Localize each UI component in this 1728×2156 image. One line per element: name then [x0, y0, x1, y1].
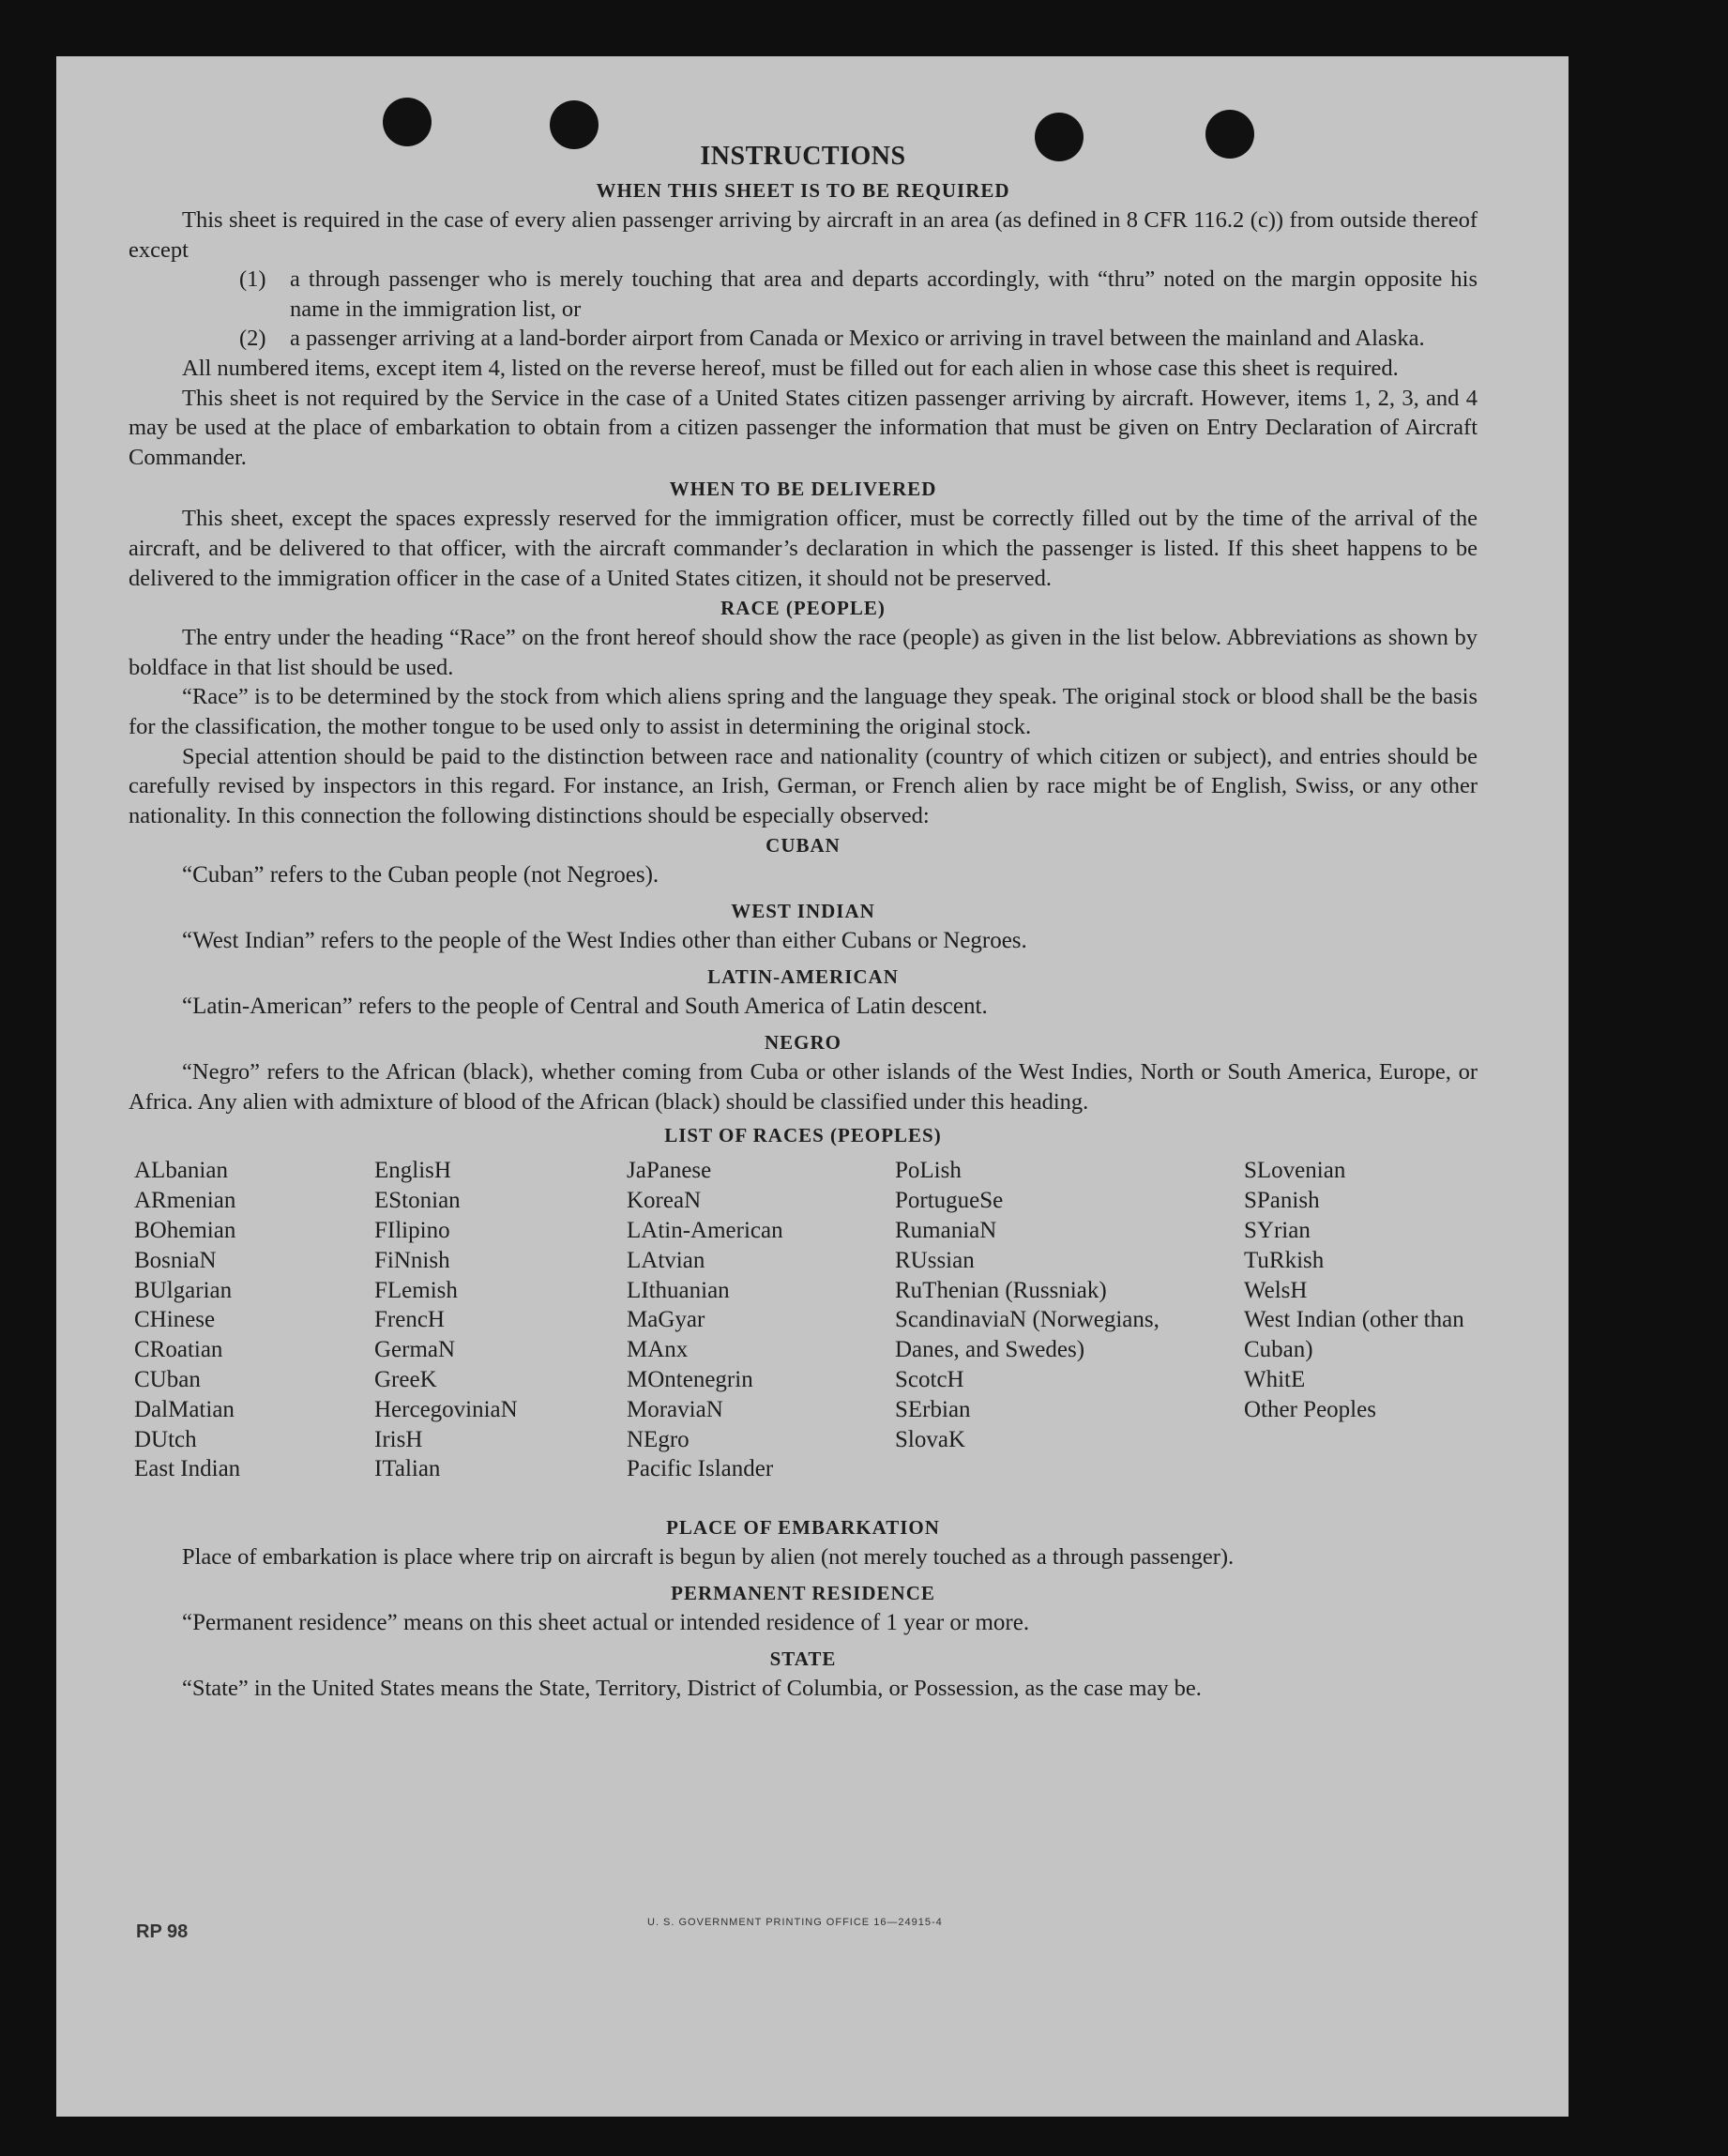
race-item: GreeK	[374, 1367, 437, 1393]
section-heading-embarkation: PLACE OF EMBARKATION	[666, 1516, 940, 1540]
paragraph: This sheet is required in the case of every alien passenger arriving by aircraft in an area (as defined in 8 CFR 116.2 (c)) from outside thereof except	[129, 207, 1478, 263]
section-heading-delivered: WHEN TO BE DELIVERED	[669, 478, 937, 501]
race-item: RumaniaN	[895, 1218, 997, 1244]
race-item: RUssian	[895, 1247, 975, 1273]
race-list	[129, 1156, 1478, 1512]
race-column-5	[1244, 1156, 1478, 1424]
race-item: BosniaN	[134, 1247, 217, 1273]
race-column-1	[134, 1156, 240, 1484]
race-item: JaPanese	[627, 1158, 712, 1184]
paragraph: “State” in the United States means the State, Territory, District of Columbia, or Possession, as the case may be.	[182, 1676, 1202, 1702]
race-item: MAnx	[627, 1337, 689, 1363]
race-item: LAtvian	[627, 1247, 705, 1273]
race-item: BOhemian	[134, 1218, 236, 1244]
paragraph: Special attention should be paid to the distinction between race and nationality (country of which citizen or subject), and entries should be carefully revised by inspectors in this regard. For instance, an Irish, German, or French alien by race might be of English, Swiss, or any other nationality. In this connection the following distinctions should be especially observed:	[129, 743, 1478, 828]
race-item: PortugueSe	[895, 1188, 1004, 1214]
paragraph: Place of embarkation is place where trip on aircraft is begun by alien (not merely touched as a through passenger).	[182, 1544, 1235, 1571]
section-heading-residence: PERMANENT RESIDENCE	[671, 1582, 935, 1605]
section-heading-race: RACE (PEOPLE)	[720, 597, 886, 620]
race-item: DalMatian	[134, 1396, 235, 1422]
race-item: KoreaN	[627, 1188, 702, 1214]
definition-text: “Permanent residence” means on this sheet actual or intended residence of 1 year or more.	[182, 1610, 1030, 1636]
form-number: RP 98	[136, 1921, 189, 1942]
page-title: INSTRUCTIONS	[700, 142, 906, 171]
race-item: ScotcH	[895, 1367, 964, 1393]
race-item: LAtin-American	[627, 1218, 783, 1244]
race-item: DUtch	[134, 1426, 197, 1452]
race-column-2	[374, 1156, 518, 1484]
race-item: CUban	[134, 1367, 201, 1393]
race-column-4	[895, 1156, 1176, 1454]
race-item: SLovenian	[1244, 1158, 1346, 1184]
race-item: EStonian	[374, 1188, 461, 1214]
race-item: West Indian (other than Cuban)	[1244, 1307, 1464, 1363]
race-item: IrisH	[374, 1426, 423, 1452]
race-item: ITalian	[374, 1456, 441, 1482]
section-heading-cuban: CUBAN	[765, 834, 841, 858]
definition-text: “Latin-American” refers to the people of Central and South America of Latin descent.	[182, 994, 988, 1020]
paragraph: The entry under the heading “Race” on the front hereof should show the race (people) as given in the list below. Abbreviations as shown by boldface in that list should be used.	[129, 625, 1478, 680]
race-item: FrencH	[374, 1307, 445, 1333]
paragraph: “Race” is to be determined by the stock from which aliens spring and the language they speak. The original stock or blood shall be the basis for the classification, the mother tongue to be used only to assist in determining the original stock.	[129, 684, 1478, 739]
race-item: MoraviaN	[627, 1396, 723, 1422]
race-item: NEgro	[627, 1426, 690, 1452]
section-heading-west-indian: WEST INDIAN	[731, 900, 875, 923]
race-item: CRoatian	[134, 1337, 223, 1363]
race-item: Other Peoples	[1244, 1396, 1376, 1422]
race-item: ARmenian	[134, 1188, 236, 1214]
section-heading-latin-american: LATIN-AMERICAN	[707, 965, 899, 989]
race-item: MOntenegrin	[627, 1367, 753, 1393]
list-number: (1)	[239, 266, 266, 293]
section-heading-required: WHEN THIS SHEET IS TO BE REQUIRED	[596, 179, 1010, 202]
definition-text: “Cuban” refers to the Cuban people (not Negroes).	[182, 862, 659, 888]
race-item: SPanish	[1244, 1188, 1320, 1214]
race-item: LIthuanian	[627, 1277, 730, 1303]
race-item: SErbian	[895, 1396, 971, 1422]
race-item: RuThenian (Russniak)	[895, 1277, 1107, 1303]
paragraph: All numbered items, except item 4, listed on the reverse hereof, must be filled out for each alien in whose case this sheet is required.	[182, 355, 1399, 381]
list-item-text: a passenger arriving at a land-border airport from Canada or Mexico or arriving in travel between the mainland and Alaska.	[290, 326, 1425, 352]
paragraph: This sheet, except the spaces expressly reserved for the immigration officer, must be correctly filled out by the time of the arrival of the aircraft, and be delivered to that officer, with the aircraft commander’s declaration in which the passenger is listed. If this sheet happens to be delivered to the immigration officer in the case of a United States citizen, it should not be preserved.	[129, 506, 1478, 591]
race-item: MaGyar	[627, 1307, 705, 1333]
race-item: PoLish	[895, 1158, 962, 1184]
list-item-text: a through passenger who is merely touching that area and departs accordingly, with “thru” noted on the margin opposite his name in the immigration list, or	[290, 266, 1478, 322]
race-item: BUlgarian	[134, 1277, 233, 1303]
paragraph: This sheet is not required by the Service in the case of a United States citizen passenger arriving by aircraft. However, items 1, 2, 3, and 4 may be used at the place of embarkation to obtain from a citizen passenger the information that must be given on Entry Declaration of Aircraft Commander.	[129, 385, 1478, 470]
race-item: EnglisH	[374, 1158, 451, 1184]
paragraph: “Negro” refers to the African (black), whether coming from Cuba or other islands of the West Indies, North or South America, Europe, or Africa. Any alien with admixture of blood of the African (black) should be classified under this heading.	[129, 1059, 1478, 1115]
section-heading-state: STATE	[769, 1647, 837, 1671]
section-heading-list: LIST OF RACES (PEOPLES)	[664, 1124, 942, 1147]
list-item	[129, 265, 1478, 324]
race-item: FIlipino	[374, 1218, 450, 1244]
race-item: SYrian	[1244, 1218, 1311, 1244]
race-item: SlovaK	[895, 1426, 965, 1452]
race-item: FiNnish	[374, 1247, 450, 1273]
definition-text: “West Indian” refers to the people of the West Indies other than either Cubans or Negroes.	[182, 928, 1027, 954]
printer-imprint: U. S. GOVERNMENT PRINTING OFFICE 16—24915-4	[647, 1917, 943, 1928]
instructions-body	[129, 138, 1478, 1704]
race-item: Pacific Islander	[627, 1456, 774, 1482]
race-item: East Indian	[134, 1456, 241, 1482]
section-heading-negro: NEGRO	[764, 1031, 841, 1055]
race-item: FLemish	[374, 1277, 458, 1303]
race-item: TuRkish	[1244, 1247, 1325, 1273]
race-item: ScandinaviaN (Norwegians, Danes, and Swedes)	[895, 1307, 1160, 1363]
race-item: ALbanian	[134, 1158, 228, 1184]
race-item: CHinese	[134, 1307, 216, 1333]
race-item: WhitE	[1244, 1367, 1306, 1393]
race-item: WelsH	[1244, 1277, 1308, 1303]
list-item	[129, 324, 1478, 354]
race-column-3	[627, 1156, 783, 1484]
race-item: HercegoviniaN	[374, 1396, 518, 1422]
race-item: GermaN	[374, 1337, 456, 1363]
list-number: (2)	[239, 326, 266, 352]
